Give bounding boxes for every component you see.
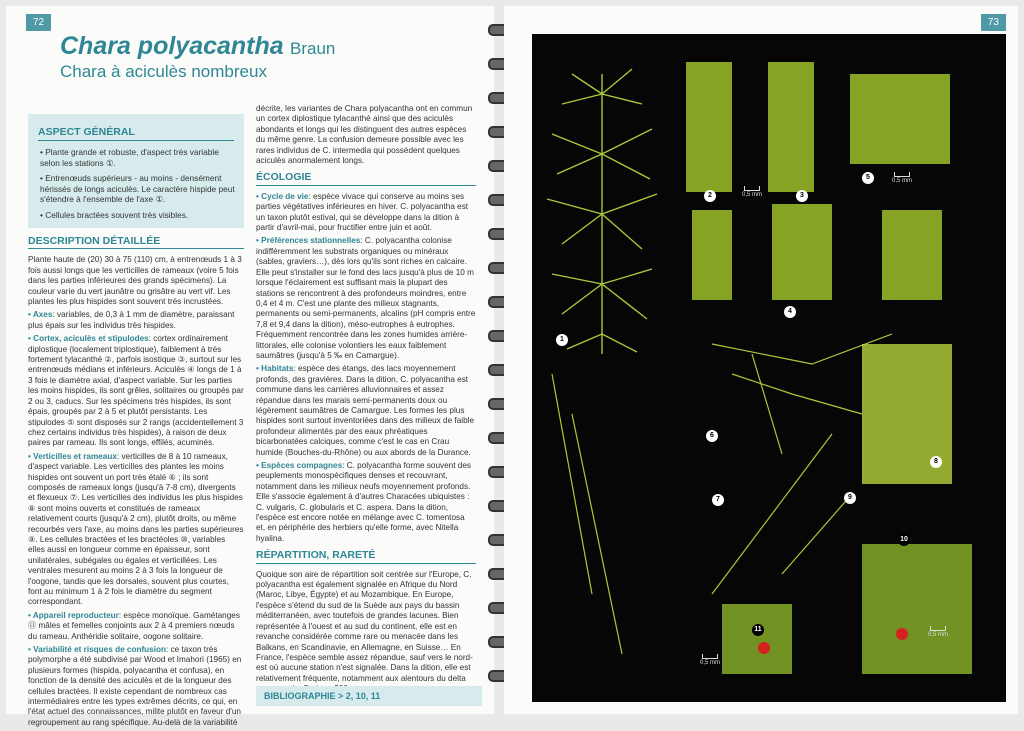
scale-bar: 0,5 mm bbox=[742, 186, 762, 198]
specimen-photo-plate bbox=[532, 34, 1006, 702]
preferences-paragraph: • Préférences stationnelles: C. polyacantha colonise indifféremment les substrats organiques ou minéraux (sables, graviers…), dès lors qu'ils sont riches en calcaire. Elle peut s'installer sur le fond des lacs jusqu'à plus de 10 m lorsque l'éclairement est suffisant mais la plupart des stations se rencontrent à des profondeurs moindres, entre 0,4 et 4 m. C'est une plante des milieux stagnants, permanents ou semi-permanents, alcalins (pH compris entre 7,8 et 9,4 dans la dition), méso-eutrophes à eutrophes. Fréquemment rencontrée dans les zones humides arrière-littorales, elle colonise volontiers les eaux faiblement saumâtres (jusqu'à 5 ‰ en Camargue). bbox=[256, 236, 476, 360]
axes-paragraph: • Axes: variables, de 0,3 à 1 mm de diamètre, paraissant plus épais sur les individus très hispides. bbox=[28, 310, 235, 330]
cycle-paragraph: • Cycle de vie: espèce vivace qui conserve au moins ses parties végétatives inférieures en hiver. C. polyacantha est un taxon plutôt estival, qui se développe dans la dition à partir d'avril-mai, pour fructifier entre juin et août. bbox=[256, 191, 469, 233]
species-author: Braun bbox=[290, 39, 336, 58]
figure-marker-10: 10 bbox=[898, 534, 910, 546]
figure-marker-8: 8 bbox=[930, 456, 942, 468]
figure-marker-9: 9 bbox=[844, 492, 856, 504]
species-title: Chara polyacantha bbox=[60, 32, 284, 60]
scale-bar: 0,5 mm bbox=[928, 626, 948, 638]
figure-marker-1: 1 bbox=[556, 334, 568, 346]
aspect-general-heading: ASPECT GÉNÉRAL bbox=[38, 126, 234, 141]
list-item: • Cellules bractées souvent très visibles. bbox=[40, 209, 189, 220]
variabilite-paragraph: • Variabilité et risques de confusion: ce taxon très polymorphe a été subdivisé par Wood et Imahori (1965) en plusieurs formes (hispida, polyacantha et confusa), en fonction de la densité des aciculès et de la longueur des cellules bractées. Il existe cependant de nombreux cas intermédiaires entre les types extrêmes décrits, ce qui, en l'état actuel des connaissances, milite plutôt en faveur d'un regroupement au rang spécifique. Au-delà de la variabilité bbox=[28, 645, 242, 727]
bibliography-text: BIBLIOGRAPHIE > 2, 10, 11 bbox=[264, 691, 381, 701]
specimen-4-closeups bbox=[692, 204, 942, 300]
left-page bbox=[6, 6, 494, 727]
figure-marker-3: 3 bbox=[796, 190, 808, 202]
specimen-10-11-gametangia bbox=[722, 544, 972, 674]
ecology-column bbox=[256, 104, 476, 698]
figure-marker-6: 6 bbox=[706, 430, 718, 442]
description-column bbox=[28, 236, 244, 731]
figure-marker-5: 5 bbox=[862, 172, 874, 184]
figure-marker-7: 7 bbox=[712, 494, 724, 506]
compagnes-paragraph: • Espèces compagnes: C. polyacantha forme souvent des peuplements monospécifiques denses et recouvrant, notamment dans les milieux neufs moyennement profonds. Elle s'associe également à d'autres Characées ubiquistes : C. vulgaris, C. globularis et C. aspera. Dans la dition, l'espèce est encore notée en mélange avec C. tomentosa et, en périphérie des herbiers qu'elle forme, avec Nitella hyalina. bbox=[256, 461, 471, 543]
specimen-illustration bbox=[532, 34, 1006, 702]
specimen-1-whole-plant bbox=[547, 69, 657, 354]
scale-bar: 0,5 mm bbox=[700, 654, 720, 666]
description-heading: DESCRIPTION DÉTAILLÉE bbox=[28, 236, 244, 249]
species-common-name: Chara à aciculès nombreux bbox=[60, 62, 267, 81]
bibliography-bar bbox=[256, 686, 482, 706]
scale-bar: 0,5 mm bbox=[892, 172, 912, 184]
habitats-paragraph: • Habitats: espèce des étangs, des lacs moyennement profonds, des gravières. Dans la dition, C. polyacantha est commune dans les carrières alluvionnaires et assez répandue dans les marais semi-permanents doux ou légèrement saumâtres de Camargue. Les formes les plus hispides sont surtout inventoriées dans des milieux de faible profondeur alimentés par des eaux phréatiques bicarbonatées calciques, comme c'est le cas en Crau humide (Bouches-du-Rhône) ou aux abords de la Durance. bbox=[256, 364, 475, 457]
specimen-7-9-branches bbox=[552, 374, 852, 654]
cortex-paragraph: • Cortex, aciculès et stipulodes: cortex ordinairement diplostique (localement triplostique), faiblement à très fortement tylacanthé ②, parfois isostique ③, surtout sur les entrenœuds médians et inférieurs. Aciculès ④ longs de 1 à 3 fois le diamètre axial, d'aspect variable. Sur les parties les moins hispides, ils sont grêles, solitaires ou groupés par 2 ou 3, caducs. Sur les spécimens très hispides, ils sont épais, groupés par 2 à 5 et plutôt persistants. Les stipulodes ⑤ sont disposés sur 2 rangs (accidentellement 3 chez certains individus très hispides), à raison de deux paires par rameau. Ils sont longs, effilés, acuminés. bbox=[28, 334, 244, 448]
list-item: • Entrenœuds supérieurs - au moins - densément hérissés de longs aciculès. Le caractère hispide peut s'étendre à l'ensemble de l'axe ①. bbox=[40, 173, 235, 204]
aspect-general-list bbox=[28, 147, 244, 220]
figure-marker-4: 4 bbox=[784, 306, 796, 318]
page-number-right: 73 bbox=[981, 14, 1006, 31]
ecologie-heading: ÉCOLOGIE bbox=[256, 172, 476, 185]
appareil-paragraph: • Appareil reproducteur: espèce monoïque. Gamétanges ⑪ mâles et femelles conjoints aux 2 à 4 premiers nœuds du rameau. Anthéridie solitaire, oogone solitaire. bbox=[28, 610, 240, 641]
col2-intro: décrite, les variantes de Chara polyacantha ont en commun un cortex diplostique tylacanthé ainsi que des aciculès abondants et longs qui les distinguent des autres espèces du même genre. La confusion demeure possible avec les rares individus de C. intermedia qui possèdent quelques aciculès anormalement longs. bbox=[256, 104, 473, 166]
page-number-left: 72 bbox=[26, 14, 51, 31]
list-item: • Plante grande et robuste, d'aspect très variable selon les stations ①. bbox=[40, 147, 219, 168]
repartition-paragraph: Quoique son aire de répartition soit centrée sur l'Europe, C. polyacantha est également signalée en Afrique du Nord (Maroc, Libye, Égypte) et au Mozambique. En Europe, l'espèce s'étend du sud de la Suède aux pays du bassin méditerranéen, avec toutefois de grandes lacunes. Bien représentée à l'ouest et au sud du continent, elle est en revanche considérée comme rare ou menacée dans les Balkans, en Scandinavie, en Allemagne, en Suisse… En France, l'espèce semble assez répandue, sauf vers le nord-est où aucune station n'est signalée. Dans la dition, elle est relativement fréquente, notamment aux alentours du delta bbox=[256, 569, 473, 683]
figure-marker-2: 2 bbox=[704, 190, 716, 202]
figure-marker-11: 11 bbox=[752, 624, 764, 636]
aspect-general-box bbox=[28, 114, 244, 228]
verticilles-paragraph: • Verticilles et rameaux: verticilles de 8 à 10 rameaux, d'aspect variable. Les verticilles des plantes les moins hispides ont souvent un port très étalé ⑥ ; ils sont composés de rameaux longs (jusqu'à 7-8 cm), divergents et flexueux ⑦. Les verticilles des individus les plus hispides ⑧ sont moins ouverts et constitués de rameaux relativement courts (jusqu'à 2 cm), plutôt droits, ou même recourbés vers l'axe, au moins dans les parties supérieures ⑨. Les cellules bractées et les bractéoles ⑩, variables elles aussi en longueur comme en épaisseur, sont unilatérales, subégales ou égales et verticillées. Les ventrales mesurent au moins 2 à 3 fois la longueur de l'oogone, tandis que les dorsales, souvent plus courtes, font au minimum 1 à 2 fois le diamètre du segment correspondant. bbox=[28, 451, 244, 607]
repartition-heading: RÉPARTITION, RARETÉ bbox=[256, 550, 476, 563]
description-intro: Plante haute de (20) 30 à 75 (110) cm, à entrenœuds 1 à 3 fois aussi longs que les verticilles de rameaux (voire 5 fois dans les parties inférieures des grands spécimens). La couleur varie du vert jaunâtre ou grisâtre au vert vif. Les plantes les plus hispides sont souvent très incrustées. bbox=[28, 255, 242, 307]
